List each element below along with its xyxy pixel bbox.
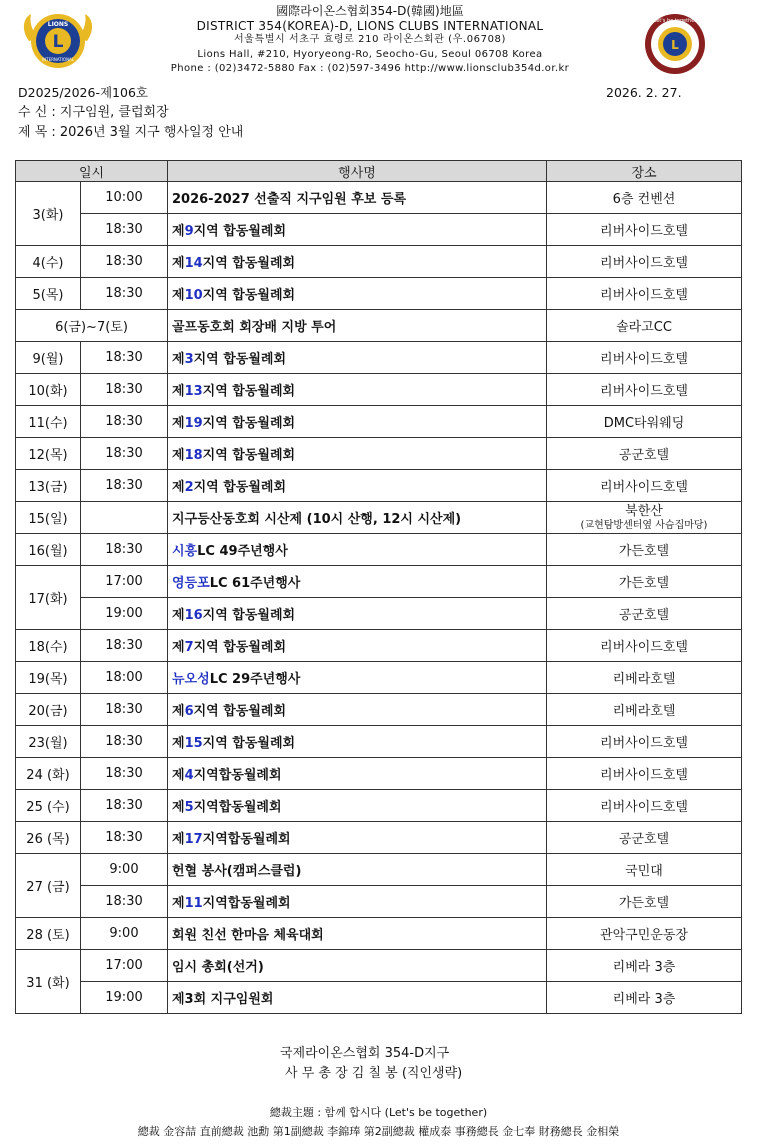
cell-date: 28 (토) [16, 918, 81, 950]
event-highlight: 10 [184, 288, 203, 303]
table-row [16, 790, 742, 822]
event-prefix: 제 [172, 224, 185, 239]
event-title: 지역 합동월례회 [202, 608, 296, 623]
event-title: 지역 합동월례회 [202, 448, 296, 463]
cell-event [168, 182, 547, 214]
cell-date: 6(금)~7(토) [16, 310, 168, 342]
table-row [16, 374, 742, 406]
cell-time: 18:30 [81, 630, 168, 662]
event-prefix: 제 [172, 352, 185, 367]
cell-date: 4(수) [16, 246, 81, 278]
event-prefix: 제 [172, 256, 185, 271]
event-highlight: 뉴오성 [172, 672, 210, 687]
table-row [16, 694, 742, 726]
event-prefix: 제 [172, 416, 185, 431]
cell-event [168, 918, 547, 950]
cell-event [168, 310, 547, 342]
cell-date: 12(목) [16, 438, 81, 470]
cell-event [168, 534, 547, 566]
event-prefix: 제 [172, 608, 185, 623]
cell-date: 31 (화) [16, 950, 81, 1014]
cell-place: 6층 컨벤션 [547, 182, 742, 214]
issuer-secretary: 사 무 총 장 김 칠 봉 (직인생략) [285, 1066, 463, 1081]
cell-event [168, 662, 547, 694]
table-row [16, 566, 742, 598]
cell-event [168, 214, 547, 246]
cell-time: 19:00 [81, 982, 168, 1014]
event-title: 임시 총회(선거) [172, 960, 264, 975]
schedule-table [15, 160, 742, 1014]
event-prefix: 제 [172, 448, 185, 463]
cell-event [168, 502, 547, 534]
event-highlight: 4 [184, 768, 194, 783]
cell-event [168, 630, 547, 662]
event-title: 지역 합동월례회 [202, 288, 296, 303]
svg-text:L: L [671, 38, 679, 52]
cell-place: 관악구민운동장 [547, 918, 742, 950]
cell-place: 리베라 3층 [547, 982, 742, 1014]
cell-date: 11(수) [16, 406, 81, 438]
table-row [16, 982, 742, 1014]
table-row [16, 950, 742, 982]
table-row [16, 534, 742, 566]
event-highlight: 14 [184, 256, 203, 271]
org-name-korean: 國際라이온스협회354-D(韓國)地區 [276, 4, 464, 18]
table-row [16, 630, 742, 662]
cell-event [168, 726, 547, 758]
event-highlight: 7 [184, 640, 194, 655]
cell-event [168, 246, 547, 278]
table-row [16, 662, 742, 694]
cell-event [168, 598, 547, 630]
cell-time: 18:30 [81, 214, 168, 246]
event-highlight: 15 [184, 736, 203, 751]
cell-date: 23(월) [16, 726, 81, 758]
cell-time: 18:30 [81, 246, 168, 278]
event-prefix: 제 [172, 832, 185, 847]
cell-time: 18:30 [81, 406, 168, 438]
svg-text:L: L [52, 32, 64, 52]
cell-event [168, 950, 547, 982]
cell-time: 18:30 [81, 790, 168, 822]
cell-date: 17(화) [16, 566, 81, 630]
event-highlight: 2 [184, 480, 194, 495]
table-row [16, 246, 742, 278]
cell-place [547, 502, 742, 534]
address-english: Lions Hall, #210, Hyoryeong-Ro, Seocho-Gu, Seoul 06708 Korea [197, 48, 543, 60]
table-row [16, 726, 742, 758]
event-highlight: 16 [184, 608, 203, 623]
event-title: 지역 합동월례회 [193, 704, 287, 719]
cell-time: 18:00 [81, 662, 168, 694]
event-title: 지역 합동월례회 [202, 384, 296, 399]
event-title: 지역 합동월례회 [193, 224, 287, 239]
header-date: 일시 [16, 161, 168, 182]
cell-place: 리버사이드호텔 [547, 470, 742, 502]
cell-place: 리베라호텔 [547, 662, 742, 694]
cell-place: 공군호텔 [547, 598, 742, 630]
header-place: 장소 [547, 161, 742, 182]
cell-place: 리버사이드호텔 [547, 758, 742, 790]
event-highlight: 17 [184, 832, 203, 847]
event-title: 골프동호회 회장배 지방 투어 [172, 320, 337, 335]
event-prefix: 제 [172, 384, 185, 399]
event-highlight: 19 [184, 416, 203, 431]
issuer-org: 국제라이온스협회 354-D지구 [280, 1046, 450, 1061]
schedule-body [16, 182, 742, 1014]
cell-event [168, 566, 547, 598]
table-row [16, 758, 742, 790]
cell-event [168, 470, 547, 502]
table-row [16, 822, 742, 854]
event-title: 지역 합동월례회 [202, 736, 296, 751]
table-row [16, 438, 742, 470]
document-date: 2026. 2. 27. [606, 85, 682, 100]
event-highlight: 11 [184, 896, 203, 911]
table-row [16, 182, 742, 214]
table-header-row [16, 161, 742, 182]
governor-motto: 總裁主題 : 함께 합시다 (Let's be together) [269, 1106, 488, 1119]
event-title: LC 61주년행사 [209, 576, 301, 591]
event-title: 지역합동월례회 [202, 832, 291, 847]
event-prefix: 제 [172, 736, 185, 751]
cell-event [168, 758, 547, 790]
table-row [16, 310, 742, 342]
event-title: LC 49주년행사 [197, 544, 288, 559]
cell-time: 19:00 [81, 598, 168, 630]
cell-place: 리버사이드호텔 [547, 726, 742, 758]
cell-place: 솔라고CC [547, 310, 742, 342]
event-title: 지역합동월례회 [193, 800, 282, 815]
cell-date: 27 (금) [16, 854, 81, 918]
cell-date: 15(일) [16, 502, 81, 534]
event-highlight: 5 [184, 800, 194, 815]
event-highlight: 9 [184, 224, 194, 239]
district-emblem [638, 12, 712, 76]
recipient-line: 수 신 : 지구임원, 클럽회장 [18, 105, 169, 120]
letterhead [0, 0, 757, 82]
cell-event [168, 438, 547, 470]
svg-text:Let's be together: Let's be together [653, 18, 697, 24]
event-title: 지역 합동월례회 [193, 480, 287, 495]
cell-place: 리버사이드호텔 [547, 342, 742, 374]
event-title: 지역합동월례회 [202, 896, 291, 911]
event-title: 제3회 지구임원회 [172, 992, 274, 1007]
cell-place: 리버사이드호텔 [547, 214, 742, 246]
letterhead-text [100, 4, 640, 77]
event-prefix: 제 [172, 480, 185, 495]
org-name-english: DISTRICT 354(KOREA)-D, LIONS CLUBS INTERNATIONAL [196, 18, 544, 33]
cell-time: 9:00 [81, 918, 168, 950]
event-title: 지역 합동월례회 [202, 416, 296, 431]
cell-event [168, 406, 547, 438]
header-event: 행사명 [168, 161, 547, 182]
cell-date: 16(월) [16, 534, 81, 566]
table-row [16, 854, 742, 886]
cell-time: 18:30 [81, 534, 168, 566]
cell-date: 3(화) [16, 182, 81, 246]
cell-time: 18:30 [81, 694, 168, 726]
event-title: 헌혈 봉사(캠퍼스클럽) [172, 864, 302, 879]
event-title: 2026-2027 선출직 지구임원 후보 등록 [172, 192, 407, 207]
cell-time: 18:30 [81, 886, 168, 918]
event-prefix: 제 [172, 800, 185, 815]
cell-date: 13(금) [16, 470, 81, 502]
cell-date: 26 (목) [16, 822, 81, 854]
table-row [16, 886, 742, 918]
table-row [16, 214, 742, 246]
contact-line: Phone : (02)3472-5880 Fax : (02)597-3496 http://www.lionsclub354d.or.kr [170, 63, 570, 74]
cell-event [168, 342, 547, 374]
cell-place: 가든호텔 [547, 886, 742, 918]
event-title: 지역 합동월례회 [202, 256, 296, 271]
table-row [16, 406, 742, 438]
cell-event [168, 694, 547, 726]
cell-time: 9:00 [81, 854, 168, 886]
cell-date: 5(목) [16, 278, 81, 310]
cell-event [168, 854, 547, 886]
event-highlight: 13 [184, 384, 203, 399]
event-title: LC 29주년행사 [209, 672, 301, 687]
table-row [16, 918, 742, 950]
cell-date: 9(월) [16, 342, 81, 374]
address-korean: 서울특별시 서초구 효령로 210 라이온스회관 (우.06708) [233, 34, 507, 45]
cell-place: 리버사이드호텔 [547, 630, 742, 662]
event-highlight: 영등포 [172, 576, 210, 591]
cell-date: 24 (화) [16, 758, 81, 790]
cell-time: 17:00 [81, 950, 168, 982]
table-row [16, 470, 742, 502]
event-title: 지역합동월례회 [193, 768, 282, 783]
event-prefix: 제 [172, 704, 185, 719]
event-title: 지역 합동월례회 [193, 352, 287, 367]
cell-date: 25 (수) [16, 790, 81, 822]
cell-time: 18:30 [81, 470, 168, 502]
cell-place: 리베라호텔 [547, 694, 742, 726]
cell-time [81, 502, 168, 534]
cell-place: 리버사이드호텔 [547, 246, 742, 278]
cell-place: 리버사이드호텔 [547, 278, 742, 310]
event-highlight: 시흥 [172, 544, 198, 559]
cell-date: 18(수) [16, 630, 81, 662]
place-detail: (교현탐방센터옆 사슴집마당) [580, 519, 708, 531]
svg-text:INTERNATIONAL: INTERNATIONAL [41, 57, 75, 62]
cell-time: 18:30 [81, 374, 168, 406]
cell-place: 가든호텔 [547, 566, 742, 598]
cell-place: 공군호텔 [547, 822, 742, 854]
event-highlight: 6 [184, 704, 194, 719]
cell-event [168, 374, 547, 406]
cell-time: 18:30 [81, 438, 168, 470]
cell-event [168, 982, 547, 1014]
event-title: 지구등산동호회 시산제 (10시 산행, 12시 시산제) [172, 512, 462, 527]
event-highlight: 3 [184, 352, 194, 367]
svg-text:LIONS: LIONS [47, 21, 69, 28]
lions-logo [19, 10, 97, 72]
cell-date: 20(금) [16, 694, 81, 726]
table-row [16, 278, 742, 310]
cell-event [168, 822, 547, 854]
document-number: D2025/2026-제106호 [18, 85, 148, 100]
event-prefix: 제 [172, 288, 185, 303]
table-row [16, 598, 742, 630]
cell-time: 18:30 [81, 822, 168, 854]
event-title: 지역 합동월례회 [193, 640, 287, 655]
event-prefix: 제 [172, 768, 185, 783]
cell-time: 17:00 [81, 566, 168, 598]
officers-list: 總裁 金容喆 直前總裁 池勳 第1副總裁 李錦琫 第2副總裁 權成泰 事務總長 金七奉 財務總長 金相榮 [137, 1125, 620, 1138]
cell-place: 리버사이드호텔 [547, 790, 742, 822]
event-highlight: 18 [184, 448, 203, 463]
cell-place: 리베라 3층 [547, 950, 742, 982]
cell-event [168, 790, 547, 822]
place-name: 북한산 [625, 503, 663, 519]
cell-time: 10:00 [81, 182, 168, 214]
cell-event [168, 278, 547, 310]
cell-date: 10(화) [16, 374, 81, 406]
event-prefix: 제 [172, 640, 185, 655]
cell-time: 18:30 [81, 342, 168, 374]
subject-line: 제 목 : 2026년 3월 지구 행사일정 안내 [18, 125, 244, 140]
table-row [16, 502, 742, 534]
cell-place: 국민대 [547, 854, 742, 886]
event-prefix: 제 [172, 896, 185, 911]
cell-date: 19(목) [16, 662, 81, 694]
cell-time: 18:30 [81, 758, 168, 790]
cell-time: 18:30 [81, 278, 168, 310]
cell-time: 18:30 [81, 726, 168, 758]
cell-place: 공군호텔 [547, 438, 742, 470]
event-title: 회원 친선 한마음 체육대회 [172, 928, 324, 943]
cell-place: 리버사이드호텔 [547, 374, 742, 406]
cell-place: DMC타워웨딩 [547, 406, 742, 438]
table-row [16, 342, 742, 374]
cell-event [168, 886, 547, 918]
cell-place: 가든호텔 [547, 534, 742, 566]
